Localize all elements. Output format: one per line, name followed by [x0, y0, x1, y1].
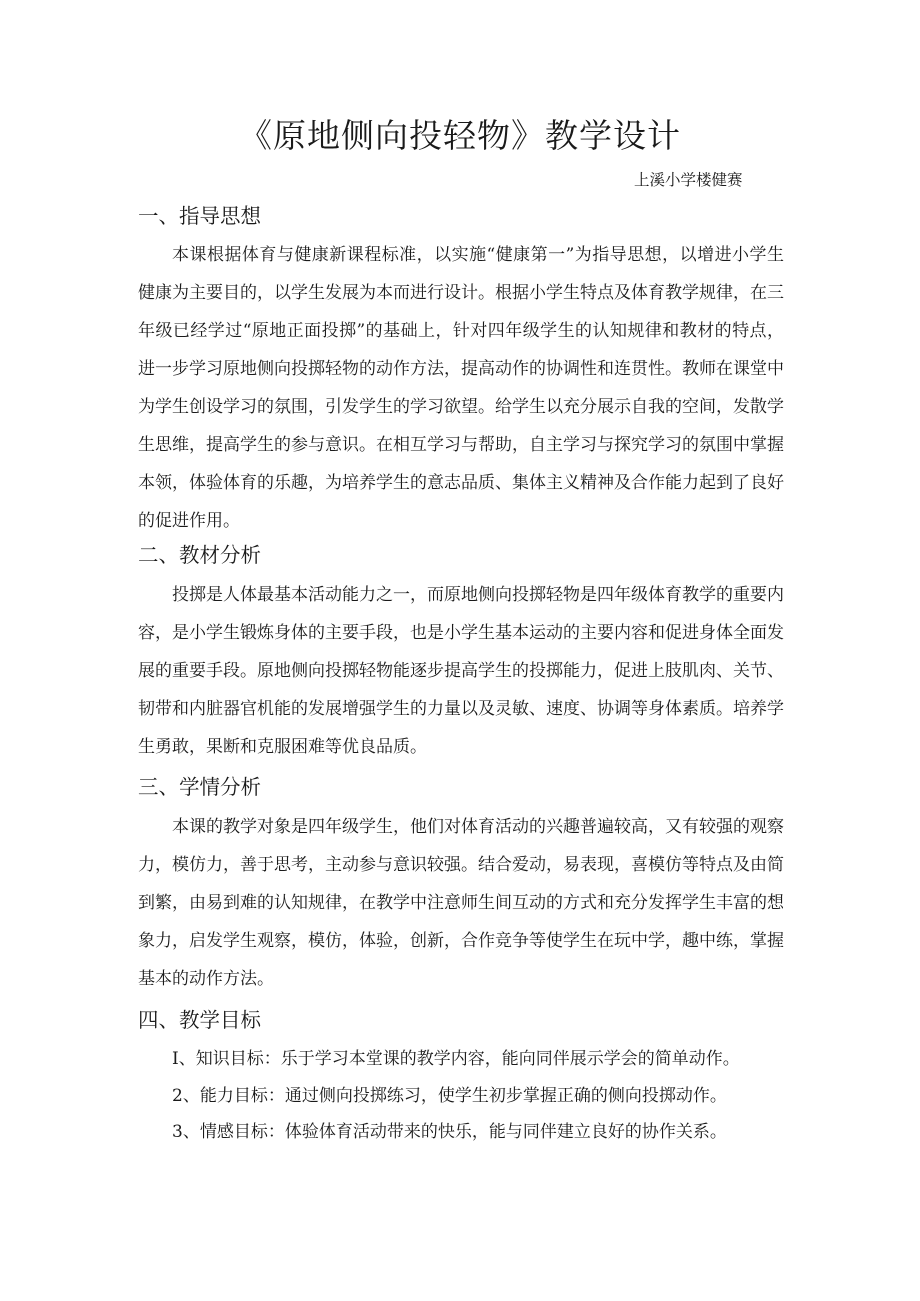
section-paragraph-material-analysis: 投掷是人体最基本活动能力之一，而原地侧向投掷轻物是四年级体育教学的重要内容，是小学生锻炼身体的主要手段，也是小学生基本运动的主要内容和促进身体全面发展的重要手段。原地侧向投掷轻物能逐步提高学生的投掷能力，促进上肢肌肉、关节、韧带和内脏器官机能的发展增强学生的力量以及灵敏、速度、协调等身体素质。培养学生勇敢，果断和克服困难等优良品质。 [138, 585, 784, 757]
document-title: 《原地侧向投轻物》教学设计 [239, 116, 681, 155]
goal-item-ability: 2、能力目标：通过侧向投掷练习，使学生初步掌握正确的侧向投掷动作。 [172, 1086, 727, 1106]
section-heading-teaching-goals: 四、教学目标 [138, 1008, 261, 1032]
section-heading-learner-analysis: 三、学情分析 [138, 775, 261, 799]
section-heading-guiding-idea: 一、指导思想 [138, 204, 261, 228]
goal-item-emotion: 3、情感目标：体验体育活动带来的快乐，能与同伴建立良好的协作关系。 [172, 1122, 727, 1142]
document-author: 上溪小学楼健赛 [634, 171, 743, 189]
section-paragraph-guiding-idea: 本课根据体育与健康新课程标准，以实施“健康第一”为指导思想，以增进小学生健康为主要目的，以学生发展为本而进行设计。根据小学生特点及体育教学规律，在三年级已经学过“原地正面投掷”的基础上，针对四年级学生的认知规律和教材的特点，进一步学习原地侧向投掷轻物的动作方法，提高动作的协调性和连贯性。教师在课堂中为学生创设学习的氛围，引发学生的学习欲望。给学生以充分展示自我的空间，发散学生思维，提高学生的参与意识。在相互学习与帮助，自主学习与探究学习的氛围中掌握本领，体验体育的乐趣，为培养学生的意志品质、集体主义精神及合作能力起到了良好的促进作用。 [138, 245, 784, 531]
section-heading-material-analysis: 二、教材分析 [138, 543, 261, 567]
goal-item-knowledge: I、知识目标：乐于学习本堂课的教学内容，能向同伴展示学会的简单动作。 [172, 1049, 740, 1069]
section-paragraph-learner-analysis: 本课的教学对象是四年级学生，他们对体育活动的兴趣普遍较高，又有较强的观察力，模仿力，善于思考，主动参与意识较强。结合爱动，易表现，喜模仿等特点及由简到繁，由易到难的认知规律，在教学中注意师生间互动的方式和充分发挥学生丰富的想象力，启发学生观察，模仿，体验，创新，合作竞争等使学生在玩中学，趣中练，掌握基本的动作方法。 [138, 817, 784, 989]
